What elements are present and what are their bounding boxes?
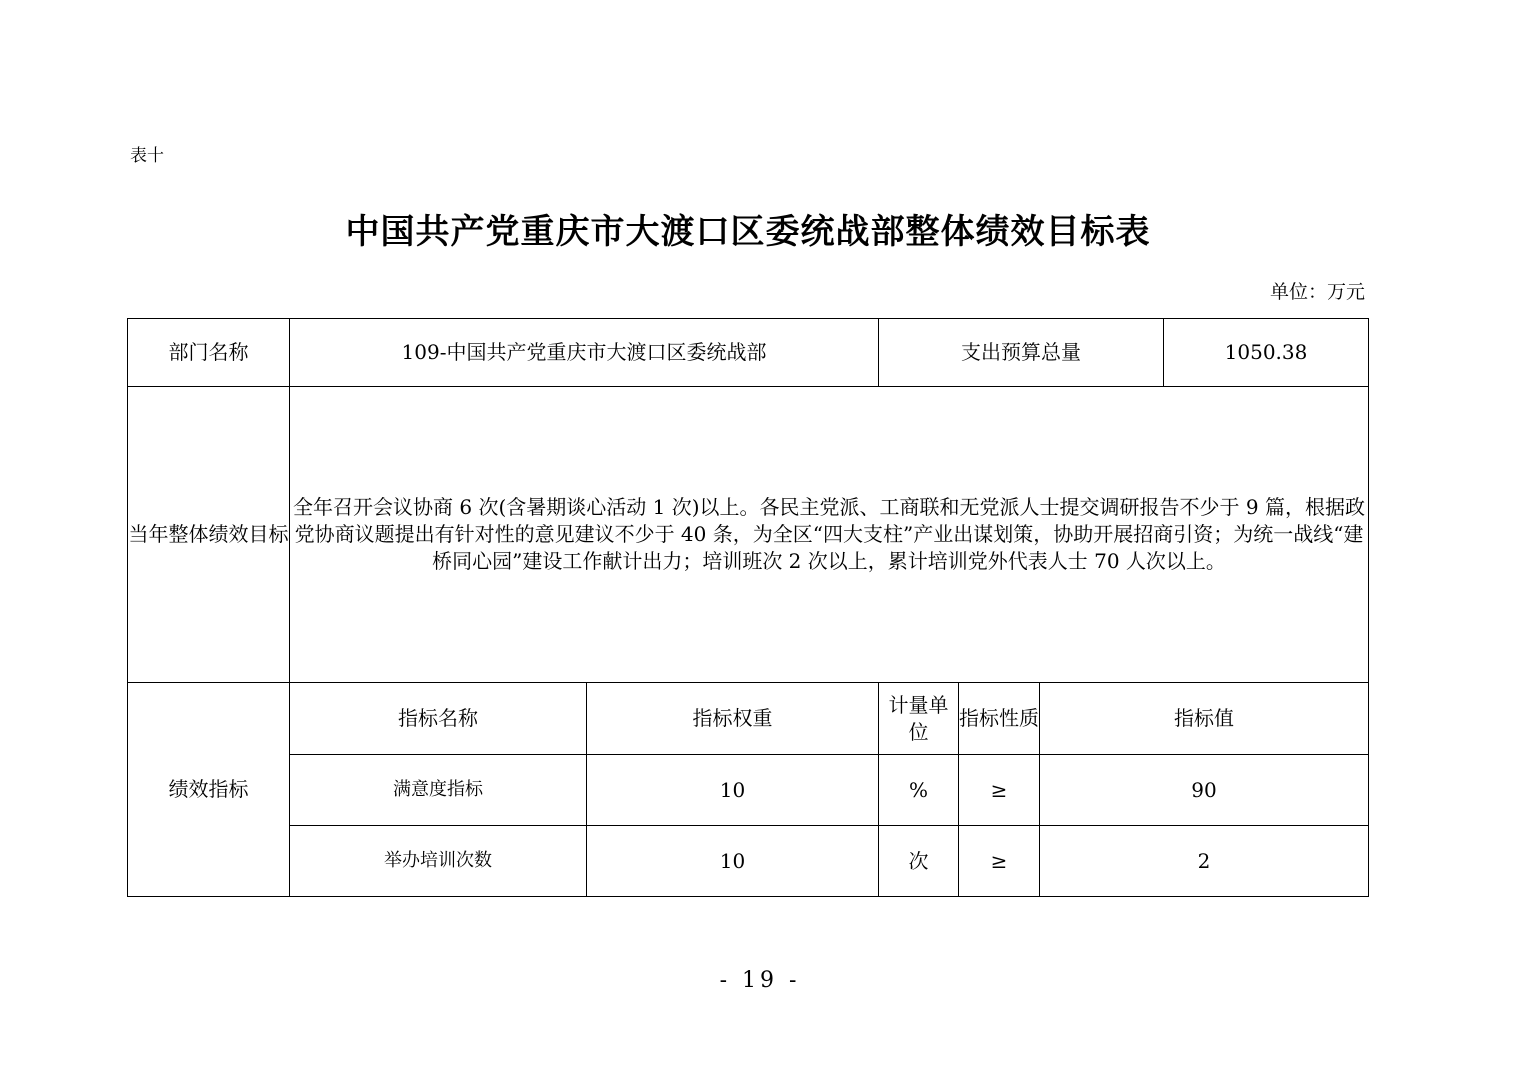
indicator-nature: ≥	[959, 755, 1040, 826]
budget-total-value: 1050.38	[1164, 319, 1369, 387]
page-title: 中国共产党重庆市大渡口区委统战部整体绩效目标表	[345, 212, 1151, 252]
performance-target-table	[127, 318, 1369, 897]
table-number-label: 表十	[130, 146, 164, 166]
indicator-weight: 10	[587, 755, 879, 826]
unit-label: 单位：万元	[1269, 281, 1365, 303]
indicator-section-label: 绩效指标	[128, 683, 290, 897]
table-row	[128, 755, 1369, 826]
page-number: - 19 -	[719, 968, 801, 993]
indicator-name: 举办培训次数	[290, 826, 587, 897]
annual-goal-text: 全年召开会议协商 6 次(含暑期谈心活动 1 次)以上。各民主党派、工商联和无党派人士提交调研报告不少于 9 篇，根据政党协商议题提出有针对性的意见建议不少于 40 条，为全区“四大支柱”产业出谋划策，协助开展招商引资；为统一战线“建桥同心园”建设工作献计出力；培训班次 2 次以上，累计培训党外代表人士 70 人次以上。	[290, 387, 1369, 683]
indicator-value: 90	[1040, 755, 1369, 826]
indicator-value: 2	[1040, 826, 1369, 897]
header-indicator-weight: 指标权重	[587, 683, 879, 755]
header-indicator-value: 指标值	[1040, 683, 1369, 755]
indicator-weight: 10	[587, 826, 879, 897]
table-row	[128, 826, 1369, 897]
dept-name-label: 部门名称	[128, 319, 290, 387]
indicator-unit: 次	[879, 826, 959, 897]
annual-goal-label: 当年整体绩效目标	[128, 387, 290, 683]
indicator-nature: ≥	[959, 826, 1040, 897]
budget-total-label: 支出预算总量	[879, 319, 1164, 387]
header-nature: 指标性质	[959, 683, 1040, 755]
dept-name-value: 109-中国共产党重庆市大渡口区委统战部	[290, 319, 879, 387]
header-indicator-name: 指标名称	[290, 683, 587, 755]
header-unit: 计量单位	[879, 683, 959, 755]
indicator-name: 满意度指标	[290, 755, 587, 826]
indicator-unit: %	[879, 755, 959, 826]
